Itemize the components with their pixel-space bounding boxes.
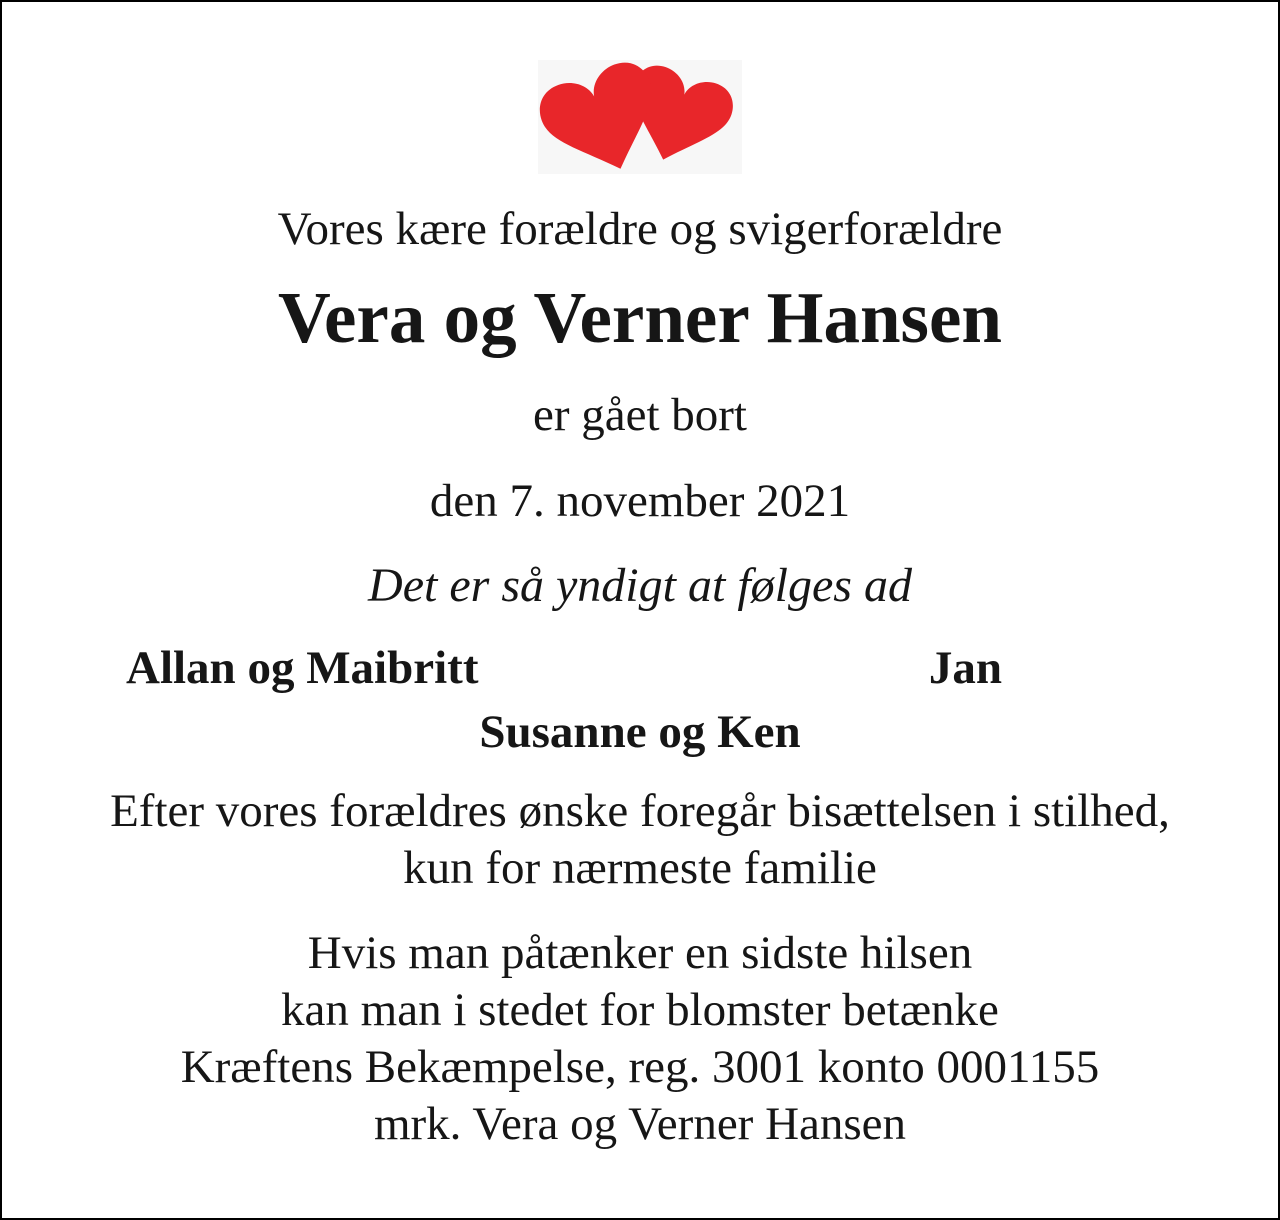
passing-line: er gået bort: [532, 389, 747, 441]
ceremony-line: Efter vores forældres ønske foregår bisættelsen i stilhed,: [110, 785, 1170, 837]
ceremony-line: kun for nærmeste familie: [403, 842, 877, 894]
date-line: den 7. november 2021: [429, 475, 851, 527]
donation-line: kan man i stedet for blomster betænke: [281, 984, 999, 1036]
relatives-row-1: [2, 641, 1278, 695]
donation-line: Hvis man påtænker en sidste hilsen: [307, 927, 973, 979]
two-hearts-icon: [538, 60, 742, 174]
donation-note: [181, 925, 1100, 1153]
relatives-block: [2, 641, 1278, 759]
deceased-names: Vera og Verner Hansen: [278, 277, 1002, 358]
donation-line: Kræftens Bekæmpelse, reg. 3001 konto 0001155: [180, 1041, 1100, 1093]
relative-name-right: Jan: [928, 642, 1002, 694]
relative-name-left: Allan og Maibritt: [126, 642, 479, 694]
quote-line: Det er så yndigt at følges ad: [368, 559, 912, 612]
relatives-row-2: Susanne og Ken: [479, 706, 801, 758]
intro-line: Vores kære forældre og svigerforældre: [277, 203, 1003, 255]
donation-line: mrk. Vera og Verner Hansen: [373, 1098, 907, 1150]
ceremony-note: [110, 783, 1170, 897]
